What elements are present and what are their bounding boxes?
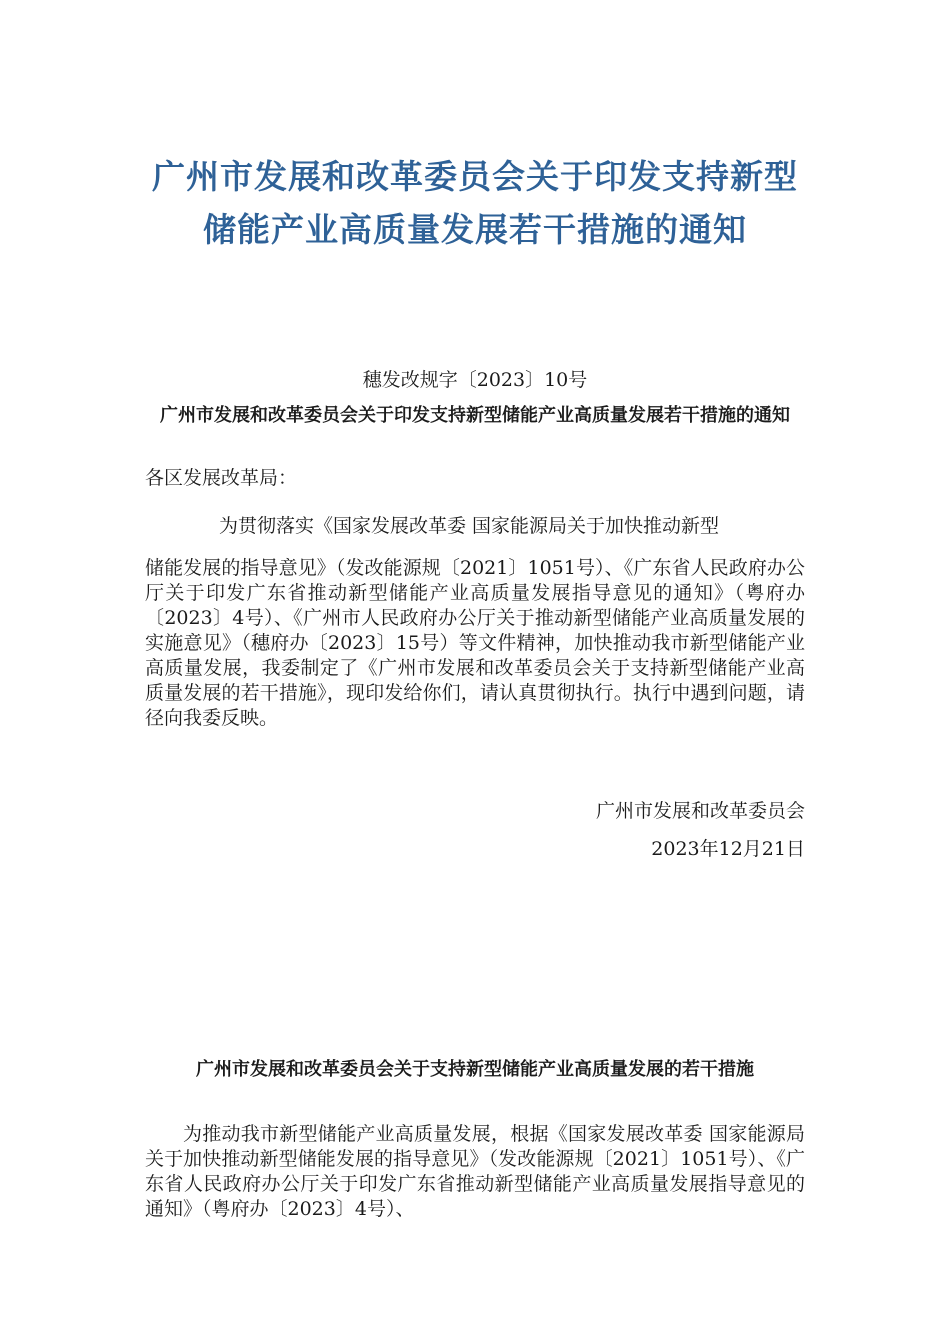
measures-body: 为推动我市新型储能产业高质量发展，根据《国家发展改革委 国家能源局关于加快推动新型储能发展的指导意见》（发改能源规〔2021〕1051号）、《广东省人民政府办公厅关于印发广东省推动新型储能产业高质量发展指导意见的通知》（粤府办〔2023〕4号）、 <box>145 1123 805 1220</box>
salutation: 各区发展改革局： <box>145 467 298 489</box>
notice-body <box>145 514 805 731</box>
notice-body-lead: 为贯彻落实《国家发展改革委 国家能源局关于加快推动新型 <box>219 515 720 537</box>
main-title: 广州市发展和改革委员会关于印发支持新型储能产业高质量发展若干措施的通知 <box>152 157 798 249</box>
notice-body-rest: 储能发展的指导意见》（发改能源规〔2021〕1051号）、《广东省人民政府办公厅关于印发广东省推动新型储能产业高质量发展指导意见的通知》（粤府办〔2023〕4号）、《广州市人民政府办公厅关于推动新型储能产业高质量发展的实施意见》（穗府办〔2023〕15号）等文件精神，加快推动我市新型储能产业高质量发展，我委制定了《广州市发展和改革委员会关于支持新型储能产业高质量发展的若干措施》，现印发给你们，请认真贯彻执行。执行中遇到问题，请径向我委反映。 <box>145 557 805 729</box>
issue-date: 2023年12月21日 <box>651 838 805 860</box>
document-number: 穗发改规字〔2023〕10号 <box>362 369 588 391</box>
measures-title: 广州市发展和改革委员会关于支持新型储能产业高质量发展的若干措施 <box>196 1059 754 1080</box>
notice-title: 广州市发展和改革委员会关于印发支持新型储能产业高质量发展若干措施的通知 <box>160 405 790 426</box>
signatory: 广州市发展和改革委员会 <box>595 800 805 822</box>
